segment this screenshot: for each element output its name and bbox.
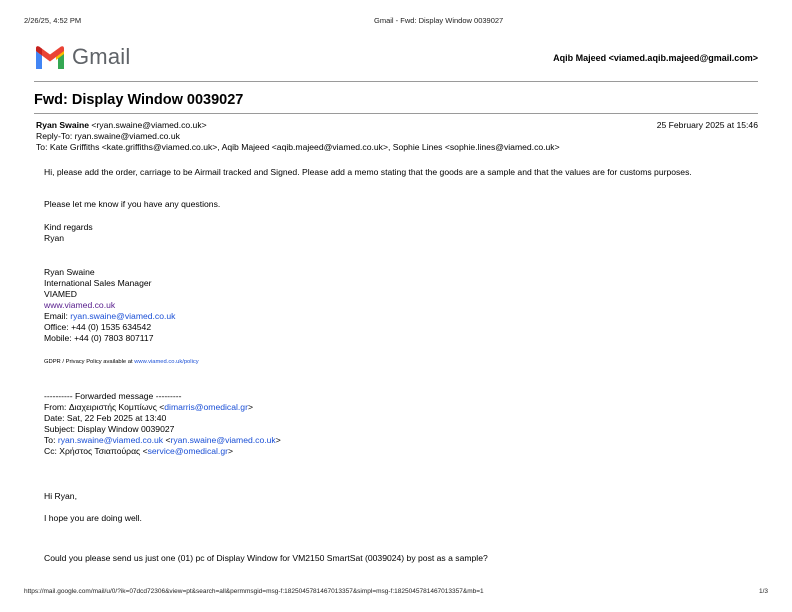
signature-title: International Sales Manager bbox=[44, 278, 152, 288]
account-label: Aqib Majeed <viamed.aqib.majeed@gmail.com> bbox=[553, 53, 758, 63]
print-page-number: 1/3 bbox=[758, 588, 768, 595]
kind-regards: Kind regards bbox=[44, 222, 93, 232]
order-instructions: Hi, please add the order, carriage to be Airmail tracked and Signed. Please add a memo stating that the goods are a sample and that the values are for customs purposes. bbox=[44, 167, 692, 177]
signature-email-label: Email: bbox=[44, 311, 71, 321]
gmail-m-logo-icon bbox=[34, 45, 66, 74]
signature-company: VIAMED bbox=[44, 289, 77, 299]
forwarded-from-link[interactable]: dimarris@omedical.gr bbox=[164, 402, 248, 412]
forwarded-from-label: From: Διαχειριστής Κομπίωνς < bbox=[44, 402, 165, 412]
thread-subject: Fwd: Display Window 0039027 bbox=[34, 92, 244, 108]
signoff-name: Ryan bbox=[44, 233, 65, 243]
subject-divider bbox=[34, 113, 758, 114]
signature-email-row bbox=[44, 311, 744, 322]
gdpr-link[interactable]: www.viamed.co.uk/policy bbox=[134, 359, 199, 365]
greeting: Hi Ryan, bbox=[44, 491, 77, 501]
signature-email-link[interactable]: ryan.swaine@viamed.co.uk bbox=[70, 311, 176, 321]
signature-website-link[interactable]: www.viamed.co.uk bbox=[44, 300, 116, 310]
forwarded-from-end: > bbox=[247, 402, 253, 412]
gmail-wordmark: Gmail bbox=[72, 44, 131, 69]
from-address: <ryan.swaine@viamed.co.uk> bbox=[91, 120, 207, 130]
forwarded-to-mid: < bbox=[163, 435, 171, 445]
forwarded-date: Date: Sat, 22 Feb 2025 at 13:40 bbox=[44, 413, 167, 423]
message-to: To: Kate Griffiths <kate.griffiths@viamed.co.uk>, Aqib Majeed <aqib.majeed@viamed.co.uk>, Sophie Lines <sophie.lines@viamed.co.uk> bbox=[36, 142, 560, 152]
message-from bbox=[36, 120, 207, 130]
sample-request: Could you please send us just one (01) pc of Display Window for VM2150 SmartSat (0039024) by post as a sample? bbox=[44, 553, 488, 563]
forwarded-cc bbox=[44, 446, 744, 457]
gdpr-row bbox=[44, 357, 744, 368]
forwarded-to bbox=[44, 435, 744, 446]
header-divider bbox=[34, 81, 758, 82]
forwarded-to-end: > bbox=[275, 435, 281, 445]
forwarded-to-link-2[interactable]: ryan.swaine@viamed.co.uk bbox=[170, 435, 276, 445]
signature-name: Ryan Swaine bbox=[44, 267, 95, 277]
print-footer-url: https://mail.google.com/mail/u/0/?ik=07dcd72306&view=pt&search=all&permmsgid=msg-f:1825045781467013357&simpl=msg-f:1825045781467013357&mb=1 bbox=[24, 588, 484, 595]
body-paragraph-1 bbox=[44, 167, 744, 178]
forwarded-subject: Subject: Display Window 0039027 bbox=[44, 424, 175, 434]
forwarded-cc-label: Cc: Χρήστος Τσιαπούρας < bbox=[44, 446, 148, 456]
from-name: Ryan Swaine bbox=[36, 120, 90, 130]
forwarded-to-link-1[interactable]: ryan.swaine@viamed.co.uk bbox=[57, 435, 164, 445]
forwarded-from bbox=[44, 402, 744, 413]
forwarded-cc-link[interactable]: service@omedical.gr bbox=[147, 446, 228, 456]
signature-mobile: Mobile: +44 (0) 7803 807117 bbox=[44, 333, 154, 343]
forwarded-cc-end: > bbox=[227, 446, 233, 456]
forwarded-to-label: To: bbox=[44, 435, 58, 445]
message-date: 25 February 2025 at 15:46 bbox=[656, 120, 758, 130]
gdpr-label: GDPR / Privacy Policy available at bbox=[44, 359, 135, 365]
well-wishes: I hope you are doing well. bbox=[44, 513, 142, 523]
message-reply-to: Reply-To: ryan.swaine@viamed.co.uk bbox=[36, 131, 180, 141]
print-datetime: 2/26/25, 4:52 PM bbox=[24, 16, 82, 25]
questions-line: Please let me know if you have any questions. bbox=[44, 199, 221, 209]
forwarded-header: ---------- Forwarded message --------- bbox=[44, 391, 182, 401]
signature-office: Office: +44 (0) 1535 634542 bbox=[44, 322, 152, 332]
print-title: Gmail - Fwd: Display Window 0039027 bbox=[374, 16, 504, 25]
signature-website-row bbox=[44, 300, 744, 311]
